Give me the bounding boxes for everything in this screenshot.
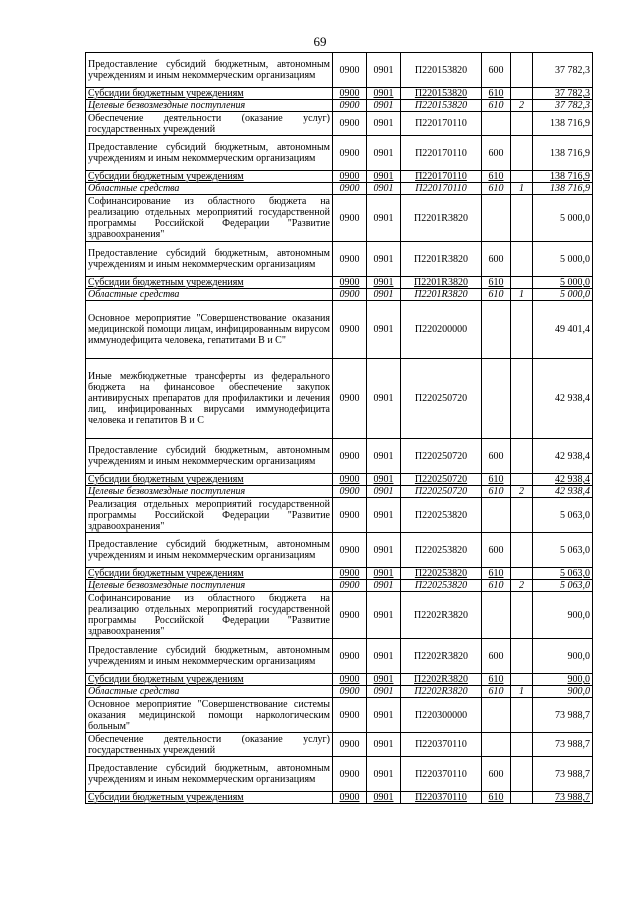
row-name: Основное мероприятие "Совершенствование системы оказания медицинской помощи наркологическим больным" bbox=[86, 698, 333, 733]
table-row bbox=[86, 733, 593, 757]
row-amount: 900,0 bbox=[533, 592, 593, 639]
row-target-article: П2201R3820 bbox=[401, 242, 482, 277]
row-target-article: П220200000 bbox=[401, 301, 482, 359]
row-amount: 42 938,4 bbox=[533, 359, 593, 439]
row-subsection: 0901 bbox=[367, 53, 401, 88]
row-subsection: 0901 bbox=[367, 171, 401, 183]
row-section: 0900 bbox=[333, 498, 367, 533]
row-amount: 5 000,0 bbox=[533, 277, 593, 289]
row-target-article: П220170110 bbox=[401, 112, 482, 136]
row-source: 1 bbox=[511, 289, 533, 301]
row-expense-type: 610 bbox=[482, 474, 511, 486]
row-section: 0900 bbox=[333, 674, 367, 686]
row-source bbox=[511, 792, 533, 804]
row-expense-type bbox=[482, 498, 511, 533]
row-expense-type: 610 bbox=[482, 88, 511, 100]
table-row bbox=[86, 88, 593, 100]
row-amount: 900,0 bbox=[533, 686, 593, 698]
table-row bbox=[86, 639, 593, 674]
row-expense-type: 600 bbox=[482, 639, 511, 674]
row-name: Предоставление субсидий бюджетным, автономным учреждениям и иным некоммерческим организациям bbox=[86, 53, 333, 88]
row-subsection: 0901 bbox=[367, 498, 401, 533]
row-source bbox=[511, 639, 533, 674]
row-subsection: 0901 bbox=[367, 439, 401, 474]
table-row bbox=[86, 195, 593, 242]
table-row bbox=[86, 301, 593, 359]
row-expense-type: 610 bbox=[482, 486, 511, 498]
row-expense-type: 610 bbox=[482, 580, 511, 592]
row-source bbox=[511, 498, 533, 533]
row-expense-type: 600 bbox=[482, 533, 511, 568]
row-section: 0900 bbox=[333, 486, 367, 498]
row-name: Обеспечение деятельности (оказание услуг) государственных учреждений bbox=[86, 112, 333, 136]
row-target-article: П2201R3820 bbox=[401, 195, 482, 242]
row-target-article: П220300000 bbox=[401, 698, 482, 733]
row-expense-type: 600 bbox=[482, 53, 511, 88]
row-amount: 5 063,0 bbox=[533, 580, 593, 592]
table-row bbox=[86, 439, 593, 474]
row-source bbox=[511, 359, 533, 439]
row-expense-type bbox=[482, 112, 511, 136]
row-section: 0900 bbox=[333, 474, 367, 486]
table-row bbox=[86, 242, 593, 277]
table-row bbox=[86, 277, 593, 289]
row-subsection: 0901 bbox=[367, 195, 401, 242]
row-name: Предоставление субсидий бюджетным, автономным учреждениям и иным некоммерческим организациям bbox=[86, 533, 333, 568]
row-subsection: 0901 bbox=[367, 533, 401, 568]
row-amount: 138 716,9 bbox=[533, 112, 593, 136]
row-target-article: П2201R3820 bbox=[401, 277, 482, 289]
row-subsection: 0901 bbox=[367, 580, 401, 592]
row-source bbox=[511, 674, 533, 686]
row-section: 0900 bbox=[333, 757, 367, 792]
row-subsection: 0901 bbox=[367, 592, 401, 639]
row-name: Целевые безвозмездные поступления bbox=[86, 580, 333, 592]
row-source bbox=[511, 136, 533, 171]
row-name: Софинансирование из областного бюджета на реализацию отдельных мероприятий государственной программы Российской Федерации "Развитие здравоохранения" bbox=[86, 195, 333, 242]
row-target-article: П220153820 bbox=[401, 100, 482, 112]
row-target-article: П220370110 bbox=[401, 733, 482, 757]
row-expense-type: 610 bbox=[482, 674, 511, 686]
table-row bbox=[86, 171, 593, 183]
budget-table bbox=[85, 52, 593, 804]
row-expense-type: 610 bbox=[482, 171, 511, 183]
row-target-article: П220253820 bbox=[401, 568, 482, 580]
row-expense-type: 610 bbox=[482, 277, 511, 289]
table-row bbox=[86, 674, 593, 686]
row-source bbox=[511, 474, 533, 486]
row-source bbox=[511, 733, 533, 757]
row-amount: 49 401,4 bbox=[533, 301, 593, 359]
row-source: 2 bbox=[511, 486, 533, 498]
row-target-article: П220250720 bbox=[401, 439, 482, 474]
row-expense-type bbox=[482, 698, 511, 733]
row-name: Софинансирование из областного бюджета на реализацию отдельных мероприятий государственной программы Российской Федерации "Развитие здравоохранения" bbox=[86, 592, 333, 639]
row-source bbox=[511, 301, 533, 359]
row-name: Субсидии бюджетным учреждениям bbox=[86, 277, 333, 289]
table-row bbox=[86, 289, 593, 301]
row-expense-type: 610 bbox=[482, 686, 511, 698]
row-subsection: 0901 bbox=[367, 792, 401, 804]
row-section: 0900 bbox=[333, 568, 367, 580]
row-target-article: П220253820 bbox=[401, 533, 482, 568]
row-name: Предоставление субсидий бюджетным, автономным учреждениям и иным некоммерческим организациям bbox=[86, 439, 333, 474]
row-amount: 73 988,7 bbox=[533, 698, 593, 733]
row-name: Субсидии бюджетным учреждениям bbox=[86, 674, 333, 686]
row-source bbox=[511, 242, 533, 277]
row-expense-type: 600 bbox=[482, 757, 511, 792]
table-row bbox=[86, 100, 593, 112]
table-row bbox=[86, 136, 593, 171]
row-amount: 5 063,0 bbox=[533, 533, 593, 568]
row-target-article: П220250720 bbox=[401, 474, 482, 486]
table-row bbox=[86, 698, 593, 733]
row-source: 2 bbox=[511, 580, 533, 592]
row-name: Целевые безвозмездные поступления bbox=[86, 486, 333, 498]
row-subsection: 0901 bbox=[367, 112, 401, 136]
row-subsection: 0901 bbox=[367, 733, 401, 757]
row-section: 0900 bbox=[333, 686, 367, 698]
row-target-article: П220253820 bbox=[401, 498, 482, 533]
row-expense-type bbox=[482, 301, 511, 359]
row-name: Реализация отдельных мероприятий государственной программы Российской Федерации "Развитие здравоохранения" bbox=[86, 498, 333, 533]
row-expense-type: 600 bbox=[482, 242, 511, 277]
row-section: 0900 bbox=[333, 136, 367, 171]
row-target-article: П220170110 bbox=[401, 171, 482, 183]
row-name: Обеспечение деятельности (оказание услуг) государственных учреждений bbox=[86, 733, 333, 757]
row-subsection: 0901 bbox=[367, 568, 401, 580]
row-name: Предоставление субсидий бюджетным, автономным учреждениям и иным некоммерческим организациям bbox=[86, 639, 333, 674]
row-expense-type: 610 bbox=[482, 792, 511, 804]
row-target-article: П2202R3820 bbox=[401, 639, 482, 674]
row-source bbox=[511, 88, 533, 100]
row-subsection: 0901 bbox=[367, 242, 401, 277]
row-subsection: 0901 bbox=[367, 183, 401, 195]
row-source bbox=[511, 171, 533, 183]
row-amount: 37 782,3 bbox=[533, 100, 593, 112]
table-row bbox=[86, 592, 593, 639]
row-amount: 73 988,7 bbox=[533, 733, 593, 757]
table-row bbox=[86, 486, 593, 498]
row-name: Субсидии бюджетным учреждениям bbox=[86, 792, 333, 804]
row-name: Основное мероприятие "Совершенствование оказания медицинской помощи лицам, инфицированным вирусом иммунодефицита человека, гепатитами B и C" bbox=[86, 301, 333, 359]
row-source bbox=[511, 277, 533, 289]
row-section: 0900 bbox=[333, 195, 367, 242]
row-amount: 42 938,4 bbox=[533, 439, 593, 474]
row-section: 0900 bbox=[333, 53, 367, 88]
row-section: 0900 bbox=[333, 289, 367, 301]
row-target-article: П220250720 bbox=[401, 359, 482, 439]
row-target-article: П220170110 bbox=[401, 136, 482, 171]
row-amount: 900,0 bbox=[533, 639, 593, 674]
row-source bbox=[511, 53, 533, 88]
row-source bbox=[511, 112, 533, 136]
row-subsection: 0901 bbox=[367, 639, 401, 674]
row-section: 0900 bbox=[333, 639, 367, 674]
table-row bbox=[86, 53, 593, 88]
row-name: Предоставление субсидий бюджетным, автономным учреждениям и иным некоммерческим организациям bbox=[86, 242, 333, 277]
row-section: 0900 bbox=[333, 112, 367, 136]
row-subsection: 0901 bbox=[367, 757, 401, 792]
row-target-article: П220250720 bbox=[401, 486, 482, 498]
row-subsection: 0901 bbox=[367, 88, 401, 100]
row-section: 0900 bbox=[333, 183, 367, 195]
row-section: 0900 bbox=[333, 792, 367, 804]
row-subsection: 0901 bbox=[367, 474, 401, 486]
row-name: Целевые безвозмездные поступления bbox=[86, 100, 333, 112]
table-row bbox=[86, 183, 593, 195]
row-subsection: 0901 bbox=[367, 698, 401, 733]
row-section: 0900 bbox=[333, 359, 367, 439]
row-amount: 138 716,9 bbox=[533, 183, 593, 195]
row-name: Предоставление субсидий бюджетным, автономным учреждениям и иным некоммерческим организациям bbox=[86, 136, 333, 171]
row-amount: 73 988,7 bbox=[533, 757, 593, 792]
row-expense-type: 610 bbox=[482, 100, 511, 112]
row-amount: 5 063,0 bbox=[533, 568, 593, 580]
row-source bbox=[511, 195, 533, 242]
row-subsection: 0901 bbox=[367, 289, 401, 301]
row-source bbox=[511, 698, 533, 733]
row-name: Субсидии бюджетным учреждениям bbox=[86, 171, 333, 183]
row-expense-type bbox=[482, 359, 511, 439]
row-section: 0900 bbox=[333, 301, 367, 359]
row-expense-type: 610 bbox=[482, 183, 511, 195]
row-target-article: П220370110 bbox=[401, 792, 482, 804]
table-row bbox=[86, 686, 593, 698]
row-source bbox=[511, 568, 533, 580]
row-section: 0900 bbox=[333, 580, 367, 592]
row-section: 0900 bbox=[333, 277, 367, 289]
row-section: 0900 bbox=[333, 733, 367, 757]
row-amount: 5 000,0 bbox=[533, 289, 593, 301]
table-row bbox=[86, 359, 593, 439]
row-name: Областные средства bbox=[86, 686, 333, 698]
row-target-article: П220370110 bbox=[401, 757, 482, 792]
row-amount: 900,0 bbox=[533, 674, 593, 686]
row-section: 0900 bbox=[333, 439, 367, 474]
row-name: Субсидии бюджетным учреждениям bbox=[86, 88, 333, 100]
page-number: 69 bbox=[313, 34, 327, 49]
row-section: 0900 bbox=[333, 533, 367, 568]
row-amount: 138 716,9 bbox=[533, 171, 593, 183]
row-source bbox=[511, 439, 533, 474]
row-target-article: П220253820 bbox=[401, 580, 482, 592]
row-subsection: 0901 bbox=[367, 486, 401, 498]
table-row bbox=[86, 568, 593, 580]
row-name: Иные межбюджетные трансферты из федерального бюджета на финансовое обеспечение закупок антивирусных препаратов для профилактики и лечения лиц, инфицированных вирусами иммунодефицита человека и гепатитов B и C bbox=[86, 359, 333, 439]
row-target-article: П2202R3820 bbox=[401, 674, 482, 686]
row-source: 1 bbox=[511, 183, 533, 195]
row-target-article: П2202R3820 bbox=[401, 592, 482, 639]
row-target-article: П220153820 bbox=[401, 88, 482, 100]
row-source bbox=[511, 757, 533, 792]
row-expense-type: 600 bbox=[482, 136, 511, 171]
row-name: Областные средства bbox=[86, 183, 333, 195]
row-expense-type bbox=[482, 733, 511, 757]
table-row bbox=[86, 474, 593, 486]
table-row bbox=[86, 792, 593, 804]
row-amount: 138 716,9 bbox=[533, 136, 593, 171]
row-amount: 73 988,7 bbox=[533, 792, 593, 804]
row-section: 0900 bbox=[333, 242, 367, 277]
row-expense-type: 610 bbox=[482, 289, 511, 301]
table-row bbox=[86, 757, 593, 792]
row-amount: 42 938,4 bbox=[533, 474, 593, 486]
row-subsection: 0901 bbox=[367, 359, 401, 439]
row-name: Субсидии бюджетным учреждениям bbox=[86, 568, 333, 580]
row-name: Предоставление субсидий бюджетным, автономным учреждениям и иным некоммерческим организациям bbox=[86, 757, 333, 792]
row-amount: 5 063,0 bbox=[533, 498, 593, 533]
row-section: 0900 bbox=[333, 100, 367, 112]
row-expense-type: 600 bbox=[482, 439, 511, 474]
table-row bbox=[86, 533, 593, 568]
row-expense-type bbox=[482, 195, 511, 242]
table-row bbox=[86, 498, 593, 533]
row-name: Субсидии бюджетным учреждениям bbox=[86, 474, 333, 486]
row-subsection: 0901 bbox=[367, 277, 401, 289]
row-section: 0900 bbox=[333, 592, 367, 639]
row-source: 2 bbox=[511, 100, 533, 112]
row-subsection: 0901 bbox=[367, 100, 401, 112]
row-source bbox=[511, 592, 533, 639]
row-amount: 37 782,3 bbox=[533, 53, 593, 88]
row-source: 1 bbox=[511, 686, 533, 698]
row-target-article: П220153820 bbox=[401, 53, 482, 88]
row-amount: 5 000,0 bbox=[533, 195, 593, 242]
row-section: 0900 bbox=[333, 698, 367, 733]
row-amount: 5 000,0 bbox=[533, 242, 593, 277]
row-subsection: 0901 bbox=[367, 136, 401, 171]
row-name: Областные средства bbox=[86, 289, 333, 301]
row-source bbox=[511, 533, 533, 568]
row-amount: 37 782,3 bbox=[533, 88, 593, 100]
row-subsection: 0901 bbox=[367, 674, 401, 686]
row-subsection: 0901 bbox=[367, 301, 401, 359]
row-expense-type bbox=[482, 592, 511, 639]
budget-table-body bbox=[86, 53, 593, 804]
table-row bbox=[86, 580, 593, 592]
row-target-article: П220170110 bbox=[401, 183, 482, 195]
row-amount: 42 938,4 bbox=[533, 486, 593, 498]
row-section: 0900 bbox=[333, 171, 367, 183]
row-expense-type: 610 bbox=[482, 568, 511, 580]
row-target-article: П2202R3820 bbox=[401, 686, 482, 698]
table-row bbox=[86, 112, 593, 136]
row-subsection: 0901 bbox=[367, 686, 401, 698]
row-target-article: П2201R3820 bbox=[401, 289, 482, 301]
row-section: 0900 bbox=[333, 88, 367, 100]
